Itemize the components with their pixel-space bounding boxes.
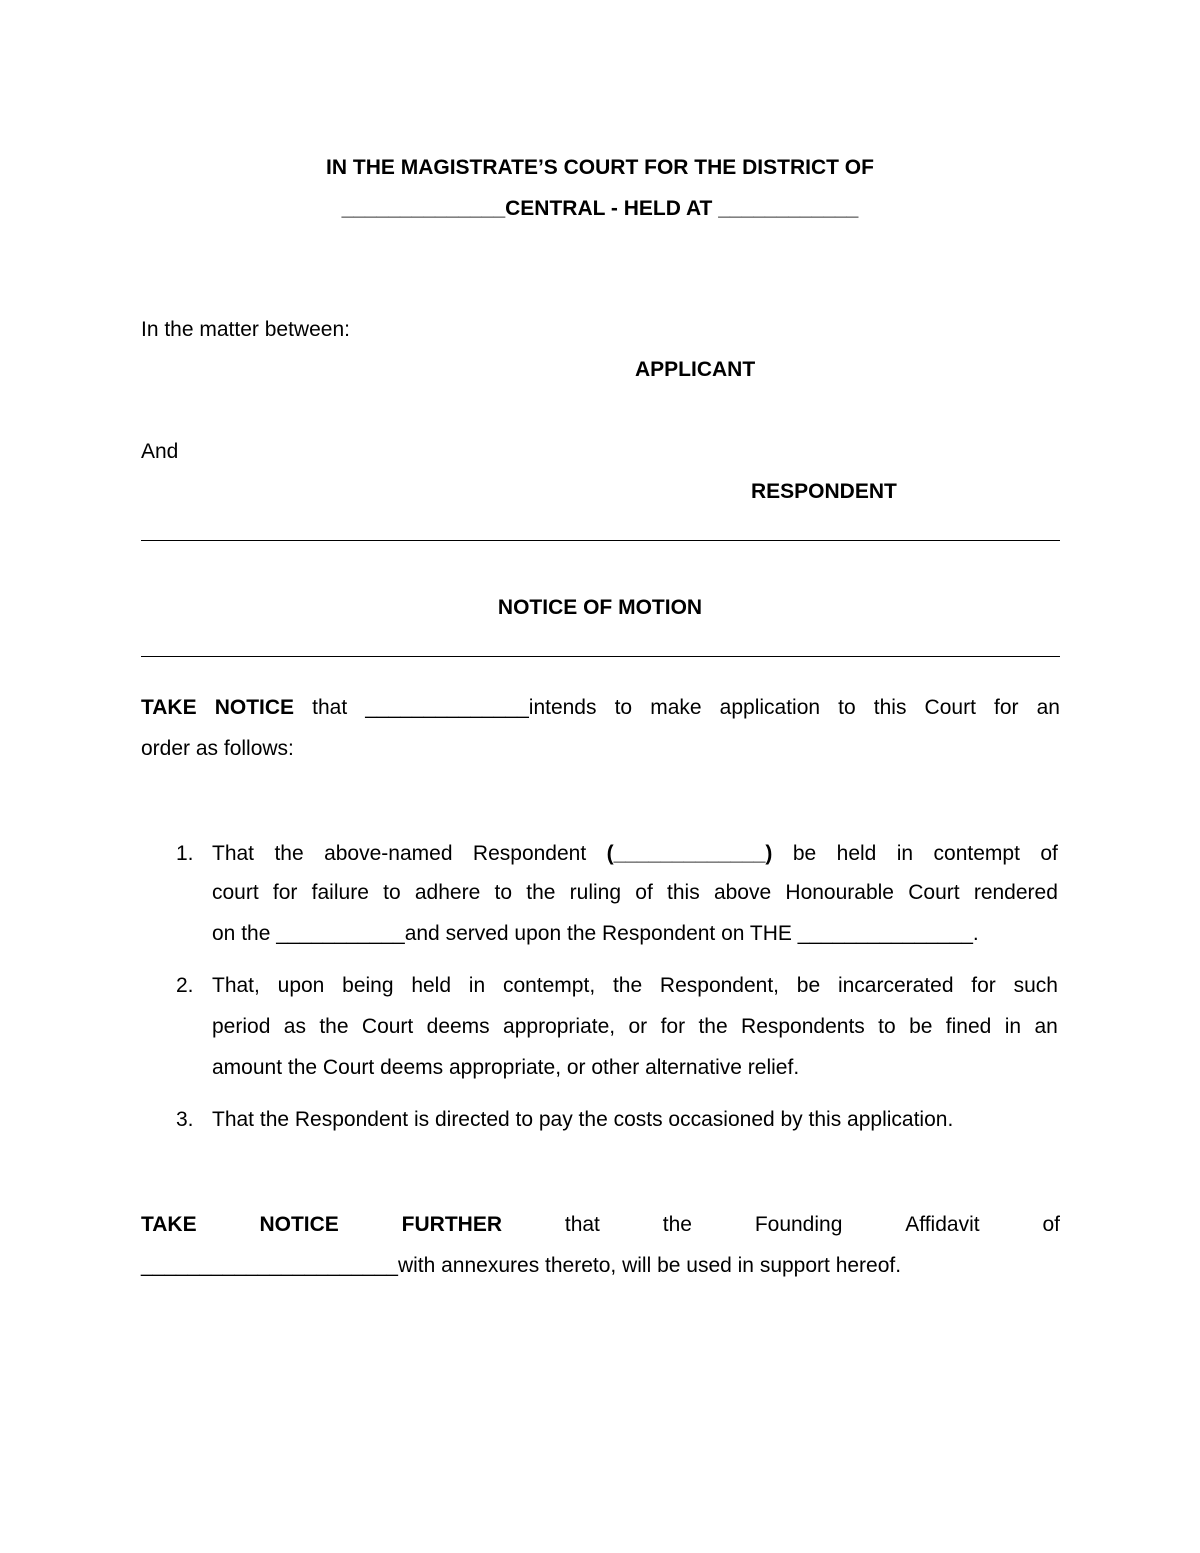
divider-top bbox=[141, 540, 1060, 541]
take-notice-line2: order as follows: bbox=[141, 737, 294, 760]
word: the bbox=[662, 1213, 692, 1236]
word: in bbox=[468, 974, 486, 997]
word: for bbox=[994, 696, 1019, 719]
word: to bbox=[614, 696, 633, 719]
word: be bbox=[792, 842, 817, 865]
word: of bbox=[1040, 842, 1058, 865]
word: NOTICE bbox=[214, 696, 295, 719]
word: for bbox=[272, 881, 298, 904]
word: Honourable bbox=[785, 881, 894, 904]
word: NOTICE bbox=[259, 1213, 339, 1236]
word: deems bbox=[426, 1015, 490, 1038]
take-notice-line1 bbox=[141, 697, 1060, 718]
word: FURTHER bbox=[401, 1213, 502, 1236]
take-notice-further-line1 bbox=[141, 1214, 1060, 1235]
word: to bbox=[838, 696, 856, 719]
word: period bbox=[212, 1015, 271, 1038]
parties-intro: In the matter between: bbox=[141, 318, 350, 341]
word: That bbox=[212, 842, 255, 865]
word: in bbox=[896, 842, 914, 865]
word: an bbox=[1036, 696, 1060, 719]
order-2-line1 bbox=[212, 975, 1058, 996]
word: for bbox=[660, 1015, 686, 1038]
order-1-line2 bbox=[212, 882, 1058, 903]
order-2-number: 2. bbox=[176, 974, 194, 997]
court-header-line1: IN THE MAGISTRATE’S COURT FOR THE DISTRICT OF bbox=[326, 156, 874, 179]
word: Founding bbox=[754, 1213, 843, 1236]
word: above bbox=[713, 881, 772, 904]
and-label: And bbox=[141, 440, 179, 463]
blank-word: (_____________) bbox=[606, 842, 773, 865]
word: that bbox=[312, 696, 348, 719]
order-2-line2 bbox=[212, 1016, 1058, 1037]
word: this bbox=[667, 881, 700, 904]
word: above-named bbox=[324, 842, 453, 865]
word: held bbox=[411, 974, 452, 997]
word: fined bbox=[945, 1015, 992, 1038]
word: to bbox=[878, 1015, 896, 1038]
order-1-number: 1. bbox=[176, 842, 194, 865]
word: TAKE bbox=[141, 696, 197, 719]
court-header-line2: ______________CENTRAL - HELD AT ____________ bbox=[341, 197, 859, 220]
word: application bbox=[719, 696, 821, 719]
word: in bbox=[1004, 1015, 1022, 1038]
word: Court bbox=[924, 696, 976, 719]
word: or bbox=[628, 1015, 648, 1038]
word: ruling bbox=[569, 881, 622, 904]
order-1-line3: on the ___________and served upon the Respondent on THE _______________. bbox=[212, 922, 979, 945]
word: incarcerated bbox=[837, 974, 954, 997]
word: the bbox=[526, 881, 556, 904]
word: upon bbox=[277, 974, 325, 997]
word: the bbox=[274, 842, 304, 865]
word: to bbox=[383, 881, 401, 904]
word: to bbox=[494, 881, 512, 904]
word: make bbox=[650, 696, 702, 719]
word: the bbox=[319, 1015, 349, 1038]
word: adhere bbox=[414, 881, 481, 904]
word: court bbox=[212, 881, 259, 904]
word: Respondent bbox=[472, 842, 587, 865]
word: of bbox=[1042, 1213, 1060, 1236]
word: That, bbox=[212, 974, 260, 997]
word: the bbox=[698, 1015, 728, 1038]
word: contempt bbox=[933, 842, 1020, 865]
word: Respondent, bbox=[659, 974, 780, 997]
word: rendered bbox=[973, 881, 1058, 904]
order-3-number: 3. bbox=[176, 1108, 194, 1131]
word: Respondents bbox=[741, 1015, 865, 1038]
order-3-line1: That the Respondent is directed to pay the costs occasioned by this application. bbox=[212, 1108, 954, 1131]
blank-word: ______________intends bbox=[365, 696, 597, 719]
word: appropriate, bbox=[503, 1015, 616, 1038]
applicant-label: APPLICANT bbox=[635, 358, 756, 381]
word: Court bbox=[908, 881, 960, 904]
word: as bbox=[283, 1015, 306, 1038]
respondent-label: RESPONDENT bbox=[751, 480, 897, 503]
word: Court bbox=[361, 1015, 414, 1038]
word: TAKE bbox=[141, 1213, 197, 1236]
word: this bbox=[873, 696, 907, 719]
word: held bbox=[836, 842, 877, 865]
document-title: NOTICE OF MOTION bbox=[497, 596, 703, 619]
order-2-line3: amount the Court deems appropriate, or other alternative relief. bbox=[212, 1056, 800, 1079]
word: of bbox=[635, 881, 653, 904]
word: the bbox=[612, 974, 643, 997]
word: an bbox=[1034, 1015, 1058, 1038]
word: that bbox=[564, 1213, 600, 1236]
order-1-line1 bbox=[212, 843, 1058, 864]
word: for bbox=[971, 974, 996, 997]
word: Affidavit bbox=[905, 1213, 980, 1236]
word: being bbox=[342, 974, 394, 997]
divider-bottom bbox=[141, 656, 1060, 657]
word: such bbox=[1013, 974, 1058, 997]
take-notice-further-line2: ______________________with annexures thereto, will be used in support hereof. bbox=[141, 1254, 902, 1277]
word: failure bbox=[311, 881, 369, 904]
word: be bbox=[796, 974, 821, 997]
word: contempt, bbox=[502, 974, 596, 997]
word: be bbox=[909, 1015, 933, 1038]
